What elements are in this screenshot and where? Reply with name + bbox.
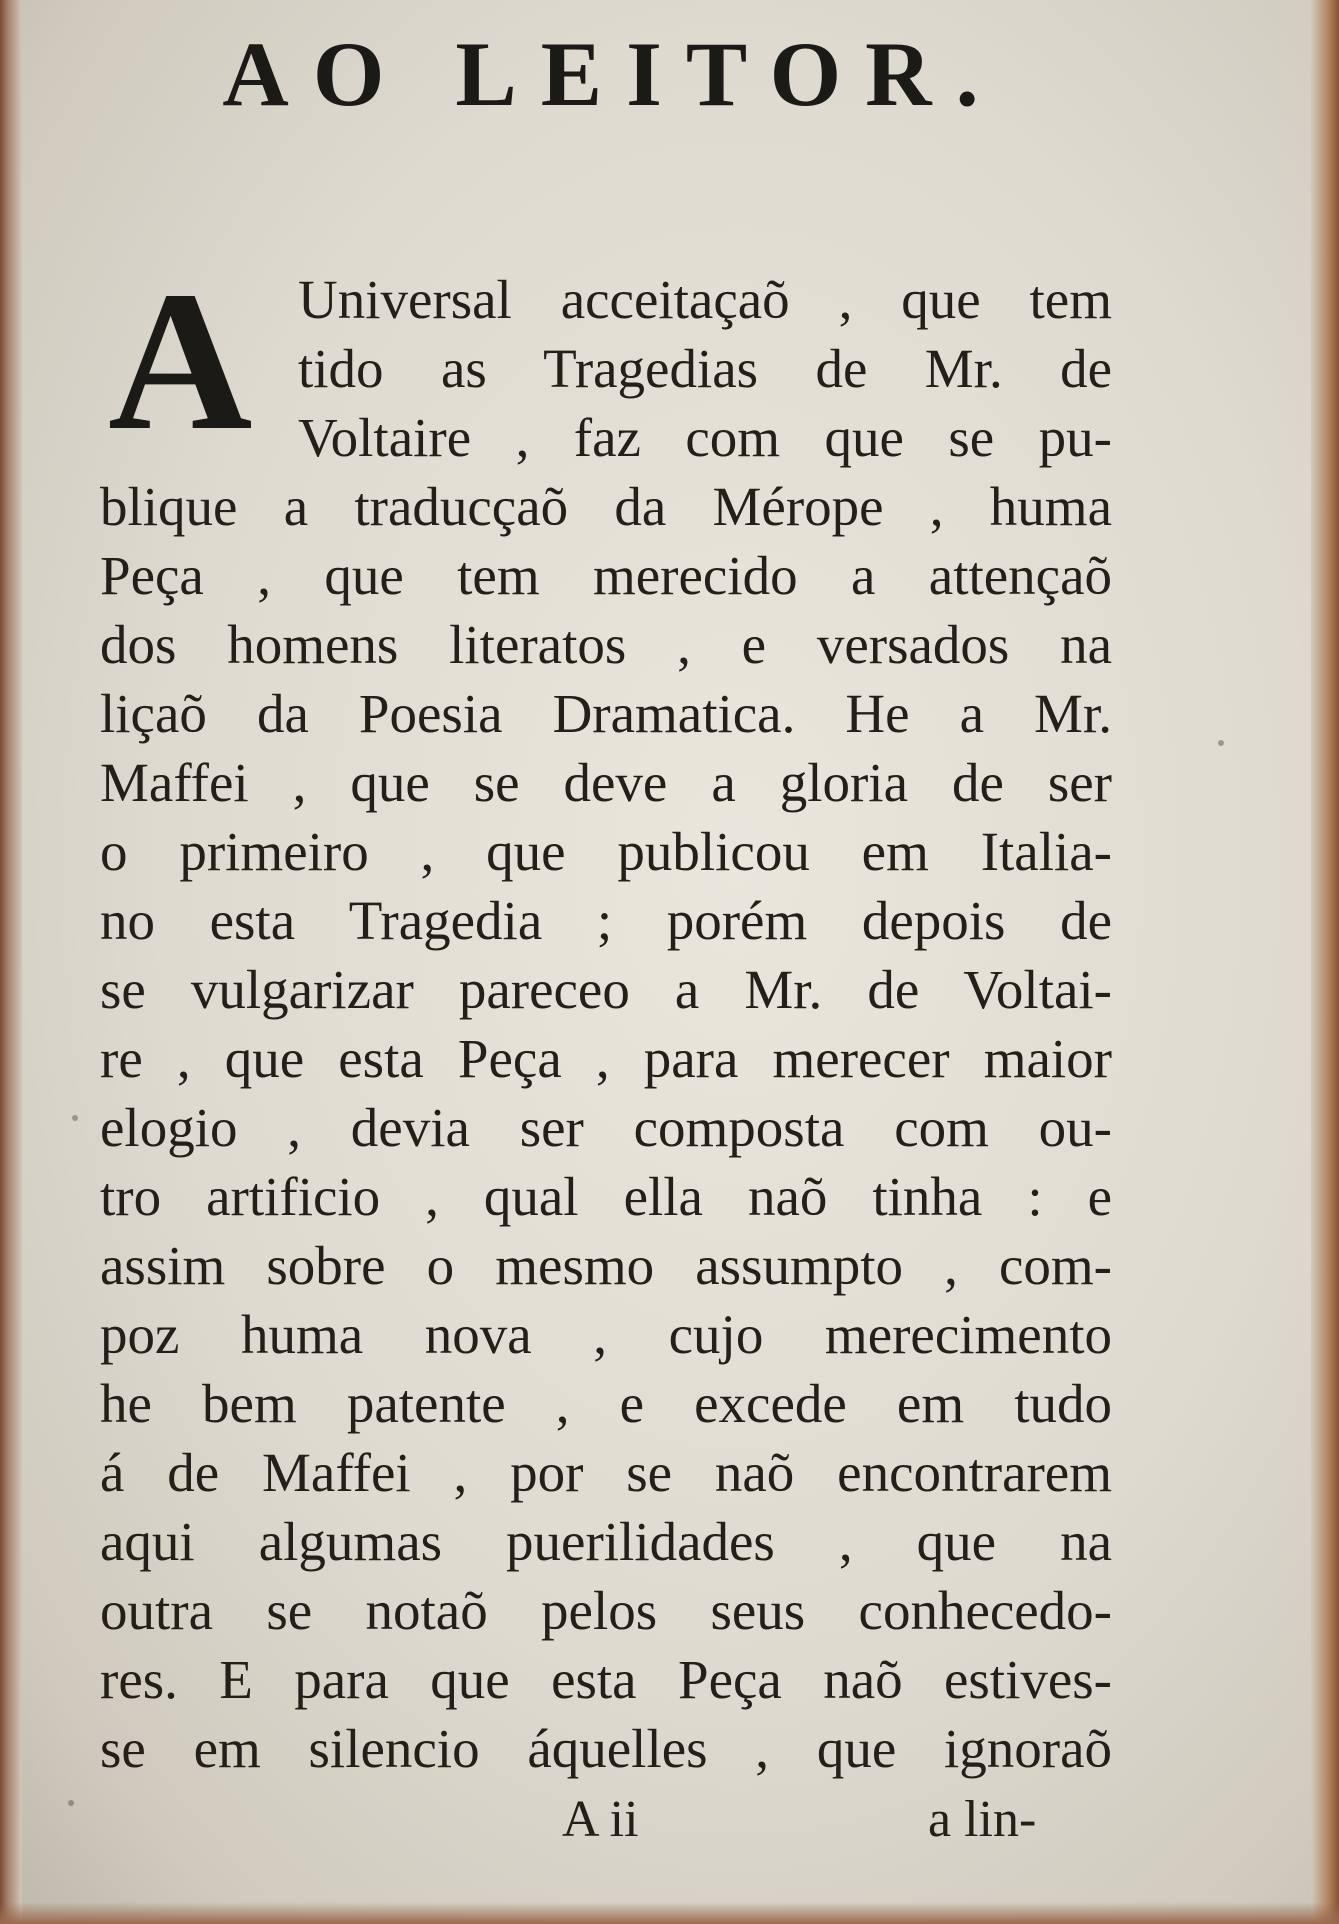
text-line-7: liçaõ da Poesia Dramatica. He a Mr. [100, 686, 1112, 744]
text-line-10: no esta Tragedia ; porém depois de [100, 893, 1112, 951]
drop-cap: A [108, 251, 253, 472]
paper-speck [1218, 740, 1224, 746]
text-line-5: Peça , que tem merecido a attençaõ [100, 548, 1112, 606]
text-line-16: poz huma nova , cujo merecimento [100, 1307, 1112, 1365]
paper-speck [72, 1115, 78, 1121]
text-line-20: outra se notaõ pelos seus conhecedo- [100, 1583, 1112, 1641]
text-line-18: á de Maffei , por se naõ encontrarem [100, 1445, 1112, 1503]
paper-speck [68, 1800, 74, 1806]
text-line-4: blique a traducçaõ da Mérope , huma [100, 479, 1112, 537]
text-line-8: Maffei , que se deve a gloria de ser [100, 755, 1112, 813]
text-line-15: assim sobre o mesmo assumpto , com- [100, 1238, 1112, 1296]
text-line-19: aqui algumas puerilidades , que na [100, 1514, 1112, 1572]
page-edge-right [1311, 0, 1339, 1924]
text-line-13: elogio , devia ser composta com ou- [100, 1100, 1112, 1158]
text-line-2: tido as Tragedias de Mr. de [298, 341, 1112, 399]
text-line-3: Voltaire , faz com que se pu- [298, 410, 1112, 468]
text-line-11: se vulgarizar pareceo a Mr. de Voltai- [100, 962, 1112, 1020]
text-line-22: se em silencio áquelles , que ignoraõ [100, 1721, 1112, 1779]
text-line-6: dos homens literatos , e versados na [100, 617, 1112, 675]
text-line-1: Universal acceitaçaõ , que tem [298, 272, 1112, 330]
text-line-14: tro artificio , qual ella naõ tinha : e [100, 1169, 1112, 1227]
page-title: AO LEITOR. [222, 23, 1003, 125]
text-line-9: o primeiro , que publicou em Italia- [100, 824, 1112, 882]
page-gutter [0, 0, 22, 1924]
catchword: a lin- [928, 1791, 1037, 1848]
text-line-17: he bem patente , e excede em tudo [100, 1376, 1112, 1434]
page-edge-bottom [0, 1902, 1339, 1924]
signature-mark: A ii [562, 1791, 639, 1848]
text-line-12: re , que esta Peça , para merecer maior [100, 1031, 1112, 1089]
text-line-21: res. E para que esta Peça naõ estives- [100, 1652, 1112, 1710]
